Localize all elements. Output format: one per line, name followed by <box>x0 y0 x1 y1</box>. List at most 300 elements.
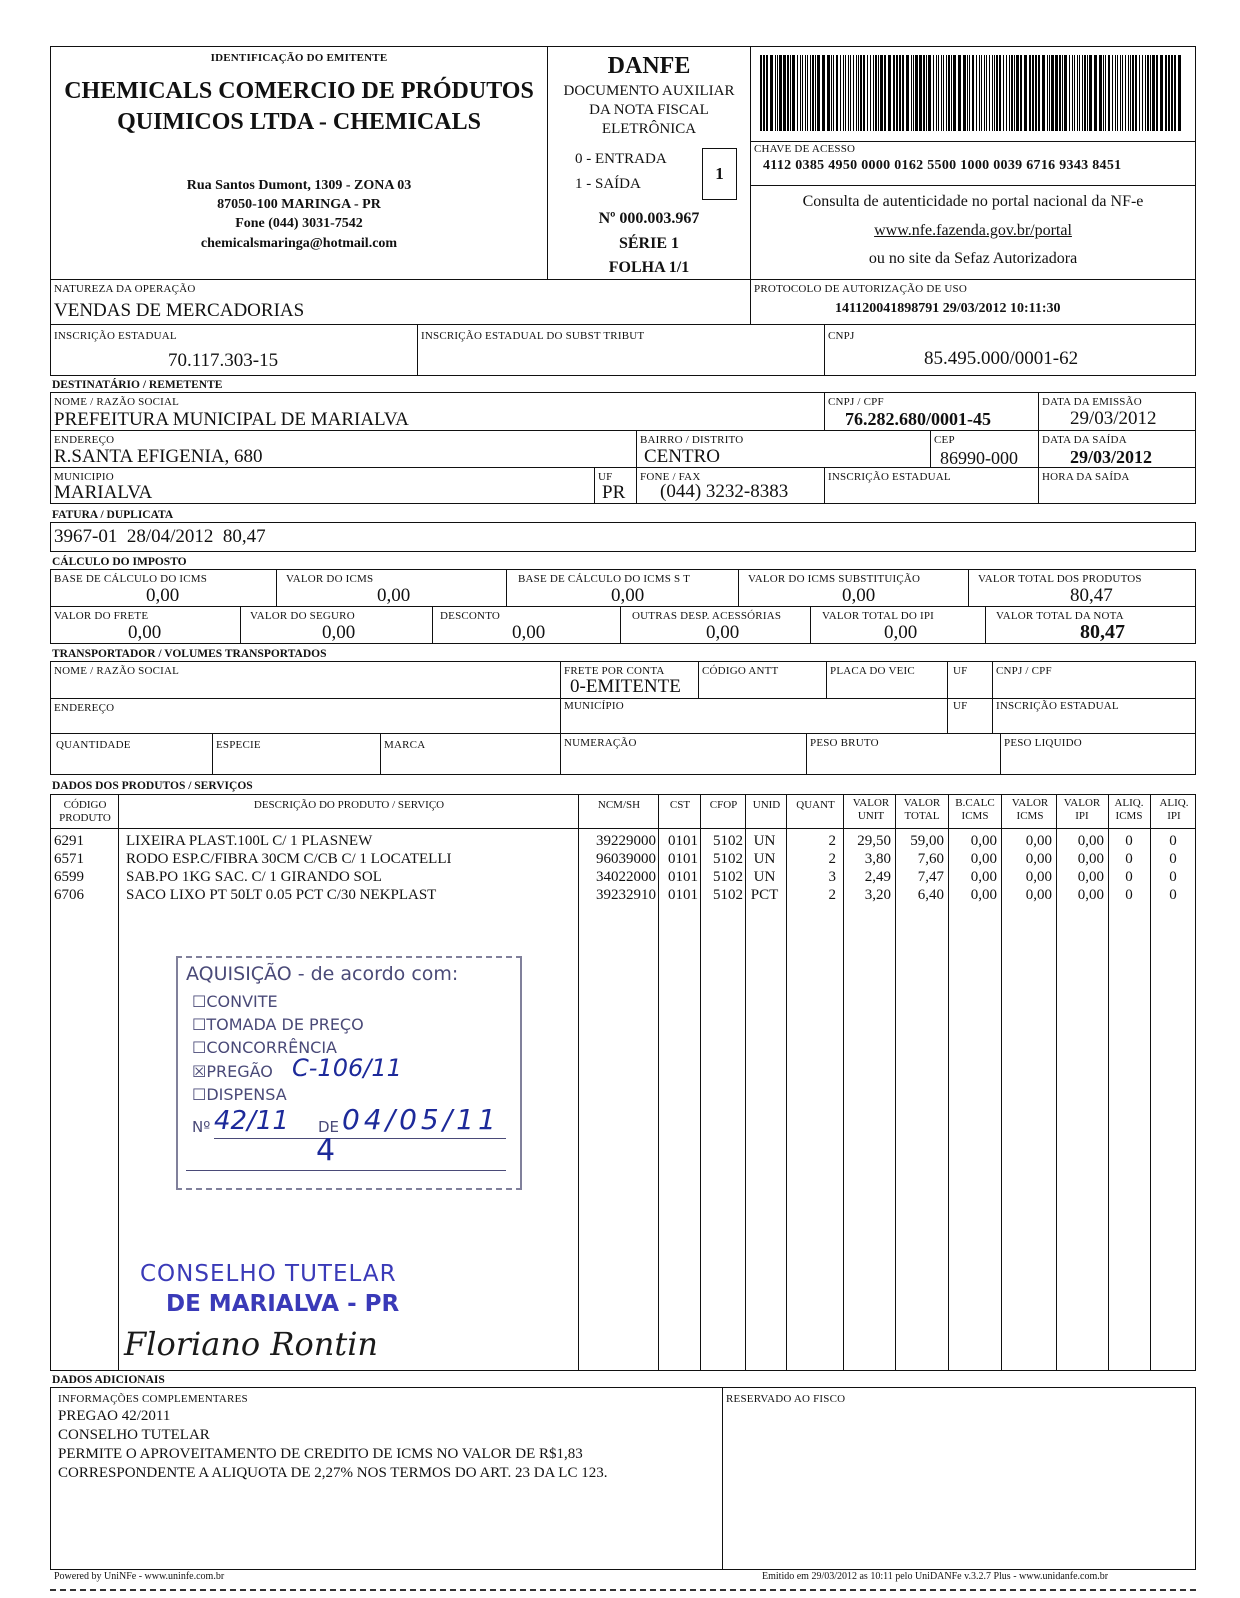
protocol-value: 141120041898791 29/03/2012 10:11:30 <box>835 301 1061 316</box>
stamp-de-label: DE <box>318 1118 340 1136</box>
council-stamp-line1: CONSELHO TUTELAR <box>140 1261 397 1287</box>
barcode-bar <box>953 55 956 131</box>
barcode-bar <box>1160 55 1163 131</box>
cell-ipi: 0,00 <box>1077 833 1104 849</box>
cell-cfop: 5102 <box>713 851 743 867</box>
header-unit: UNID <box>752 799 781 811</box>
cell-unit: UN <box>753 851 776 867</box>
council-stamp-line2: DE MARIALVA - PR <box>166 1291 400 1317</box>
barcode-bar <box>906 55 909 131</box>
barcode-bar <box>1139 55 1140 131</box>
icms-value: 0,00 <box>377 585 411 606</box>
recipient-ie-label: INSCRIÇÃO ESTADUAL <box>828 471 951 483</box>
barcode-bar <box>1108 55 1110 131</box>
barcode-bar <box>810 55 811 131</box>
tax-divider-5 <box>240 606 241 644</box>
recipient-divider-uf <box>594 467 595 504</box>
plate-label: PLACA DO VEIC <box>830 665 915 677</box>
barcode-bar <box>805 55 806 131</box>
transport-row-divider1 <box>50 698 1196 699</box>
cell-code: 6706 <box>54 887 84 903</box>
barcode-bar <box>1094 55 1097 131</box>
cnpj-label: CNPJ <box>828 330 855 342</box>
barcode-bar <box>933 55 934 131</box>
tax-divider-1 <box>276 569 277 606</box>
barcode-bar <box>1055 55 1058 131</box>
emitter-address-line2: 87050-100 MARINGA - PR <box>217 197 381 212</box>
barcode-bar <box>1128 55 1129 131</box>
transport-divider-cnpj <box>992 661 993 733</box>
barcode-bar <box>766 55 768 131</box>
transport-divider-uf1 <box>947 661 948 733</box>
barcode-bar <box>1011 55 1013 131</box>
cell-ncm: 39232910 <box>596 887 656 903</box>
stamp-option-dispensa-label: DISPENSA <box>206 1085 287 1104</box>
header-icms-rate: ALIQ. ICMS <box>1114 797 1144 822</box>
freight-payer-label: FRETE POR CONTA <box>564 665 665 677</box>
recipient-cnpj-label: CNPJ / CPF <box>828 396 884 408</box>
barcode-bar <box>1059 55 1061 131</box>
base-icms-value: 0,00 <box>146 585 180 606</box>
additional-line1: PREGAO 42/2011 <box>58 1408 171 1424</box>
ie-st-label: INSCRIÇÃO ESTADUAL DO SUBST TRIBUT <box>421 330 645 342</box>
barcode-bar <box>815 55 816 131</box>
discount-label: DESCONTO <box>440 610 501 622</box>
barcode-bar <box>1014 55 1015 131</box>
phone-value: (044) 3232-8383 <box>660 481 789 502</box>
barcode-bar <box>863 55 865 131</box>
danfe-sheet: FOLHA 1/1 <box>608 259 690 276</box>
barcode-bar <box>777 55 778 131</box>
barcode-bar <box>1047 55 1048 131</box>
cell-unit: UN <box>753 869 776 885</box>
barcode-bar <box>1147 55 1149 131</box>
discount-value: 0,00 <box>512 622 546 643</box>
barcode-bar <box>779 55 782 131</box>
barcode-bar <box>783 55 786 131</box>
cell-cfop: 5102 <box>713 833 743 849</box>
cell-icms-rate: 0 <box>1125 851 1133 867</box>
stamp-bottom-line <box>186 1170 506 1171</box>
emitter-section-label: IDENTIFICAÇÃO DO EMITENTE <box>210 52 388 64</box>
cell-total: 59,00 <box>910 833 944 849</box>
stamp-number-line <box>214 1138 506 1139</box>
city-value: MARIALVA <box>54 482 153 503</box>
cep-label: CEP <box>934 434 955 446</box>
danfe-title: DANFE <box>607 53 691 79</box>
emission-date-label: DATA DA EMISSÃO <box>1042 396 1142 408</box>
barcode-bar <box>1112 55 1113 131</box>
barcode-bar <box>800 55 801 131</box>
stamp-option-pregao-label: PREGÃO <box>206 1062 273 1081</box>
barcode-bar <box>1020 55 1022 131</box>
barcode-bar <box>1087 55 1088 131</box>
barcode-bar <box>893 55 895 131</box>
barcode-bar <box>1174 55 1176 131</box>
ipi-total-value: 0,00 <box>884 622 918 643</box>
danfe-number: Nº 000.003.967 <box>598 210 700 227</box>
cell-icms: 0,00 <box>1025 887 1052 903</box>
transport-divider-bruto <box>806 733 807 775</box>
barcode-bar <box>792 55 795 131</box>
nature-label: NATUREZA DA OPERAÇÃO <box>54 283 196 295</box>
barcode-bar <box>1035 55 1037 131</box>
note-total-label: VALOR TOTAL DA NOTA <box>996 610 1124 622</box>
header-total-value: VALOR TOTAL <box>903 797 941 822</box>
carrier-name-label: NOME / RAZÃO SOCIAL <box>54 665 180 677</box>
barcode-bar <box>870 55 871 131</box>
recipient-address-value: R.SANTA EFIGENIA, 680 <box>54 446 263 467</box>
exit-date-value: 29/03/2012 <box>1070 447 1153 467</box>
insurance-label: VALOR DO SEGURO <box>250 610 355 622</box>
barcode-bar <box>1009 55 1010 131</box>
freight-label: VALOR DO FRETE <box>54 610 149 622</box>
district-label: BAIRRO / DISTRITO <box>640 434 744 446</box>
cell-ncm: 96039000 <box>596 851 656 867</box>
carrier-address-label: ENDEREÇO <box>54 702 115 714</box>
entry-label: 0 - ENTRADA <box>575 151 667 167</box>
stamp-option-concorrencia: ☐CONCORRÊNCIA <box>192 1038 337 1057</box>
barcode-bar <box>878 55 879 131</box>
cell-icms: 0,00 <box>1025 833 1052 849</box>
cnpj-value: 85.495.000/0001-62 <box>924 348 1079 369</box>
barcode-bar <box>1064 55 1067 131</box>
barcode-bar <box>936 55 937 131</box>
recipient-cnpj-value: 76.282.680/0001-45 <box>845 409 991 429</box>
exit-time-label: HORA DA SAÍDA <box>1042 471 1130 483</box>
emitter-name-line1: CHEMICALS COMERCIO DE PRÓDUTOS <box>64 78 534 104</box>
barcode-bar <box>1051 55 1054 131</box>
cell-base: 0,00 <box>970 851 997 867</box>
barcode-bar <box>1120 55 1121 131</box>
barcode-bar <box>836 55 838 131</box>
barcode-bar <box>943 55 944 131</box>
exit-date-label: DATA DA SAÍDA <box>1042 434 1127 446</box>
type-value: 1 <box>715 164 724 183</box>
barcode-bar <box>858 55 859 131</box>
cell-unit-value: 3,20 <box>864 887 891 903</box>
tax-section-label: CÁLCULO DO IMPOSTO <box>52 556 187 568</box>
cell-cst: 0101 <box>668 869 698 885</box>
barcode-image <box>760 55 1184 131</box>
consult-line1: Consulta de autenticidade no portal nacional da NF-e <box>802 193 1144 210</box>
other-expenses-label: OUTRAS DESP. ACESSÓRIAS <box>632 610 782 622</box>
stamp-option-convite-label: CONVITE <box>206 992 278 1011</box>
barcode-bar <box>1006 55 1007 131</box>
barcode-bar <box>770 55 773 131</box>
cell-cst: 0101 <box>668 887 698 903</box>
header-unit-value: VALOR UNIT <box>852 797 890 822</box>
stamp-title: AQUISIÇÃO - de acordo com: <box>186 963 459 985</box>
barcode-bar <box>843 55 844 131</box>
cell-ncm: 39229000 <box>596 833 656 849</box>
cut-line <box>50 1589 1196 1591</box>
cell-total: 6,40 <box>917 887 944 903</box>
recipient-address-label: ENDEREÇO <box>54 434 115 446</box>
uf-value: PR <box>602 482 626 503</box>
recipient-divider-cnpj <box>824 392 825 430</box>
cell-total: 7,47 <box>917 869 944 885</box>
barcode-bar <box>976 55 977 131</box>
gross-weight-label: PESO BRUTO <box>810 737 879 749</box>
barcode-bar <box>833 55 834 131</box>
barcode-bar <box>1165 55 1167 131</box>
transport-divider-antt <box>698 661 699 698</box>
cell-qty: 2 <box>828 851 836 867</box>
stamp-option-tomada: ☐TOMADA DE PREÇO <box>192 1015 364 1034</box>
quantity-label: QUANTIDADE <box>56 739 131 751</box>
barcode-bar <box>999 55 1001 131</box>
barcode-bar <box>926 55 927 131</box>
freight-value: 0,00 <box>128 622 162 643</box>
transport-divider-marca <box>380 733 381 775</box>
barcode-bar <box>979 55 980 131</box>
emitter-email: chemicalsmaringa@hotmail.com <box>200 236 398 251</box>
ie-value: 70.117.303-15 <box>168 350 279 371</box>
protocol-label: PROTOCOLO DE AUTORIZAÇÃO DE USO <box>754 283 967 295</box>
barcode-bar <box>1069 55 1070 131</box>
barcode-bar <box>1142 55 1143 131</box>
recipient-divider-fone <box>824 467 825 504</box>
carrier-uf2-label: UF <box>953 700 968 712</box>
fisco-box <box>722 1387 1196 1570</box>
transport-divider-especie <box>212 733 213 775</box>
barcode-bar <box>1024 55 1027 131</box>
invoice-section-label: FATURA / DUPLICATA <box>52 509 174 521</box>
barcode-bar <box>928 55 931 131</box>
barcode-bar <box>1122 55 1123 131</box>
barcode-bar <box>802 55 803 131</box>
cell-ipi: 0,00 <box>1077 869 1104 885</box>
phone-label: FONE / FAX <box>640 471 701 483</box>
additional-line4: CORRESPONDENTE A ALIQUOTA DE 2,27% NOS TERMOS DO ART. 23 DA LC 123. <box>58 1465 608 1481</box>
access-key-label: CHAVE DE ACESSO <box>754 143 856 155</box>
cell-unit: UN <box>753 833 776 849</box>
stamp-option-tomada-label: TOMADA DE PREÇO <box>206 1015 364 1034</box>
tax-divider-4 <box>968 569 969 606</box>
other-expenses-value: 0,00 <box>706 622 740 643</box>
barcode-bar <box>1156 55 1158 131</box>
carrier-cnpj-label: CNPJ / CPF <box>996 665 1052 677</box>
recipient-divider-cep <box>930 430 931 467</box>
cell-cst: 0101 <box>668 851 698 867</box>
barcode-bar <box>1103 55 1104 131</box>
cell-ipi-rate: 0 <box>1169 887 1177 903</box>
barcode-bar <box>913 55 914 131</box>
barcode-bar <box>1003 55 1004 131</box>
consult-link[interactable]: www.nfe.fazenda.gov.br/portal <box>874 222 1072 239</box>
barcode-bar <box>822 55 825 131</box>
stamp-pregao-handwriting: C-106/11 <box>292 1054 402 1082</box>
cell-unit: PCT <box>750 887 779 903</box>
transport-divider-frete <box>560 661 561 775</box>
barcode-bar <box>1168 55 1170 131</box>
exit-label: 1 - SAÍDA <box>575 176 641 192</box>
barcode-bar <box>884 55 886 131</box>
cell-total: 7,60 <box>917 851 944 867</box>
carrier-city-label: MUNICÍPIO <box>564 700 624 712</box>
invoice-value: 3967-01 28/04/2012 80,47 <box>54 526 266 547</box>
cell-desc: SACO LIXO PT 50LT 0.05 PCT C/30 NEKPLAST <box>126 887 437 903</box>
barcode-bar <box>1074 55 1075 131</box>
col-div-code <box>118 794 119 1371</box>
header-base-calc: B.CALC ICMS <box>955 797 995 822</box>
transport-divider-liquido <box>1000 733 1001 775</box>
stamp-page-handwriting: 4 <box>316 1133 336 1168</box>
ie-label: INSCRIÇÃO ESTADUAL <box>54 330 177 342</box>
barcode-bar <box>1016 55 1019 131</box>
consult-line3: ou no site da Sefaz Autorizadora <box>868 250 1078 267</box>
cell-base: 0,00 <box>970 869 997 885</box>
products-total-label: VALOR TOTAL DOS PRODUTOS <box>978 573 1142 585</box>
district-value: CENTRO <box>644 446 720 467</box>
barcode-bar <box>775 55 776 131</box>
cell-ipi-rate: 0 <box>1169 851 1177 867</box>
barcode-bar <box>763 55 765 131</box>
stamp-number-label: Nº <box>192 1118 211 1136</box>
insurance-value: 0,00 <box>322 622 356 643</box>
recipient-divider-bairro <box>636 430 637 504</box>
recipient-name-value: PREFEITURA MUNICIPAL DE MARIALVA <box>54 409 409 430</box>
barcode-bar <box>989 55 990 131</box>
cell-desc: LIXEIRA PLAST.100L C/ 1 PLASNEW <box>126 833 373 849</box>
barcode-bar <box>984 55 985 131</box>
icms-st-value: 0,00 <box>842 585 876 606</box>
cell-icms: 0,00 <box>1025 851 1052 867</box>
recipient-name-label: NOME / RAZÃO SOCIAL <box>54 396 180 408</box>
net-weight-label: PESO LIQUIDO <box>1004 737 1082 749</box>
barcode-bar <box>981 55 982 131</box>
fisco-label: RESERVADO AO FISCO <box>726 1393 846 1405</box>
recipient-section-label: DESTINATÁRIO / REMETENTE <box>52 379 223 391</box>
barcode-bar <box>915 55 918 131</box>
cell-icms-rate: 0 <box>1125 887 1133 903</box>
barcode-bar <box>1152 55 1155 131</box>
barcode-bar <box>1132 55 1134 131</box>
cell-code: 6571 <box>54 851 84 867</box>
emitter-address-line1: Rua Santos Dumont, 1309 - ZONA 03 <box>186 178 412 193</box>
barcode-bar <box>996 55 998 131</box>
cell-ipi: 0,00 <box>1077 851 1104 867</box>
barcode-bar <box>963 55 966 131</box>
base-icms-label: BASE DE CÁLCULO DO ICMS <box>54 573 208 585</box>
header-ncm: NCM/SH <box>597 799 641 811</box>
cell-icms-rate: 0 <box>1125 833 1133 849</box>
header-icms-value: VALOR ICMS <box>1011 797 1049 822</box>
danfe-series: SÉRIE 1 <box>618 235 680 252</box>
additional-info-label: INFORMAÇÕES COMPLEMENTARES <box>58 1393 248 1405</box>
barcode-bar <box>1084 55 1086 131</box>
barcode-bar <box>1089 55 1092 131</box>
access-key-value: 4112 0385 4950 0000 0162 5500 1000 0039 6716 9343 8451 <box>763 158 1122 173</box>
cell-unit-value: 3,80 <box>864 851 891 867</box>
freight-payer-value: 0-EMITENTE <box>570 676 681 697</box>
emitter-name-line2: QUIMICOS LTDA - CHEMICALS <box>117 109 481 135</box>
barcode-bar <box>812 55 814 131</box>
barcode-bar <box>1145 55 1146 131</box>
cell-cfop: 5102 <box>713 887 743 903</box>
header-cfop: CFOP <box>709 799 738 811</box>
cell-ncm: 34022000 <box>596 869 656 885</box>
header-code: CÓDIGO PRODUTO <box>59 799 111 824</box>
barcode-bar <box>1079 55 1080 131</box>
barcode-bar <box>941 55 942 131</box>
barcode-bar <box>958 55 961 131</box>
barcode-bar <box>860 55 862 131</box>
carrier-uf-label: UF <box>953 665 968 677</box>
stamp-option-convite: ☐CONVITE <box>192 992 278 1011</box>
cell-unit-value: 29,50 <box>857 833 891 849</box>
base-st-label: BASE DE CÁLCULO DO ICMS S T <box>518 573 691 585</box>
barcode-bar <box>856 55 857 131</box>
barcode-bar <box>1072 55 1073 131</box>
danfe-subtitle1: DOCUMENTO AUXILIAR <box>563 83 735 99</box>
barcode-bar <box>896 55 898 131</box>
cell-qty: 3 <box>828 869 836 885</box>
cell-ipi-rate: 0 <box>1169 869 1177 885</box>
transport-row-divider2 <box>50 733 1196 734</box>
barcode-bar <box>807 55 808 131</box>
transport-divider-placa <box>826 661 827 698</box>
nature-value: VENDAS DE MERCADORIAS <box>54 300 305 321</box>
barcode-bar <box>853 55 854 131</box>
barcode-bar <box>840 55 841 131</box>
cell-ipi: 0,00 <box>1077 887 1104 903</box>
antt-label: CÓDIGO ANTT <box>702 665 779 677</box>
barcode-bar <box>899 55 901 131</box>
products-total-value: 80,47 <box>1070 585 1113 606</box>
barcode-bar <box>919 55 922 131</box>
barcode-bar <box>1062 55 1063 131</box>
barcode-bar <box>1115 55 1116 131</box>
barcode-bar <box>880 55 883 131</box>
stamp-date-handwriting: 04/05/11 <box>342 1103 500 1136</box>
barcode-bar <box>1105 55 1106 131</box>
city-label: MUNICIPIO <box>54 471 114 483</box>
barcode-bar <box>867 55 868 131</box>
cell-base: 0,00 <box>970 833 997 849</box>
barcode-bar <box>1150 55 1151 131</box>
barcode-bar <box>992 55 993 131</box>
barcode-bar <box>873 55 874 131</box>
barcode-bar <box>1032 55 1034 131</box>
numbering-label: NUMERAÇÃO <box>564 737 637 749</box>
barcode-bar <box>986 55 987 131</box>
base-st-value: 0,00 <box>611 585 645 606</box>
emission-date-value: 29/03/2012 <box>1070 408 1157 429</box>
stamp-option-pregao: ☒PREGÃO <box>192 1062 273 1081</box>
barcode-bar <box>1117 55 1118 131</box>
barcode-bar <box>969 55 970 131</box>
products-section-label: DADOS DOS PRODUTOS / SERVIÇOS <box>52 780 253 792</box>
stamp-option-concorrencia-label: CONCORRÊNCIA <box>206 1038 337 1057</box>
species-label: ESPECIE <box>216 739 261 751</box>
brand-label: MARCA <box>384 739 426 751</box>
footer-left: Powered by UniNFe - www.uninfe.com.br <box>54 1571 225 1582</box>
header-qty: QUANT <box>796 799 835 811</box>
icms-st-label: VALOR DO ICMS SUBSTITUIÇÃO <box>748 573 921 585</box>
icms-label: VALOR DO ICMS <box>286 573 374 585</box>
cell-icms-rate: 0 <box>1125 869 1133 885</box>
additional-line2: CONSELHO TUTELAR <box>58 1427 210 1443</box>
header-ipi-value: VALOR IPI <box>1063 797 1101 822</box>
cell-ipi-rate: 0 <box>1169 833 1177 849</box>
header-cst: CST <box>669 799 691 811</box>
barcode-bar <box>760 55 762 131</box>
tax-divider-6 <box>432 606 433 644</box>
barcode-bar <box>1125 55 1126 131</box>
barcode-bar <box>787 55 789 131</box>
